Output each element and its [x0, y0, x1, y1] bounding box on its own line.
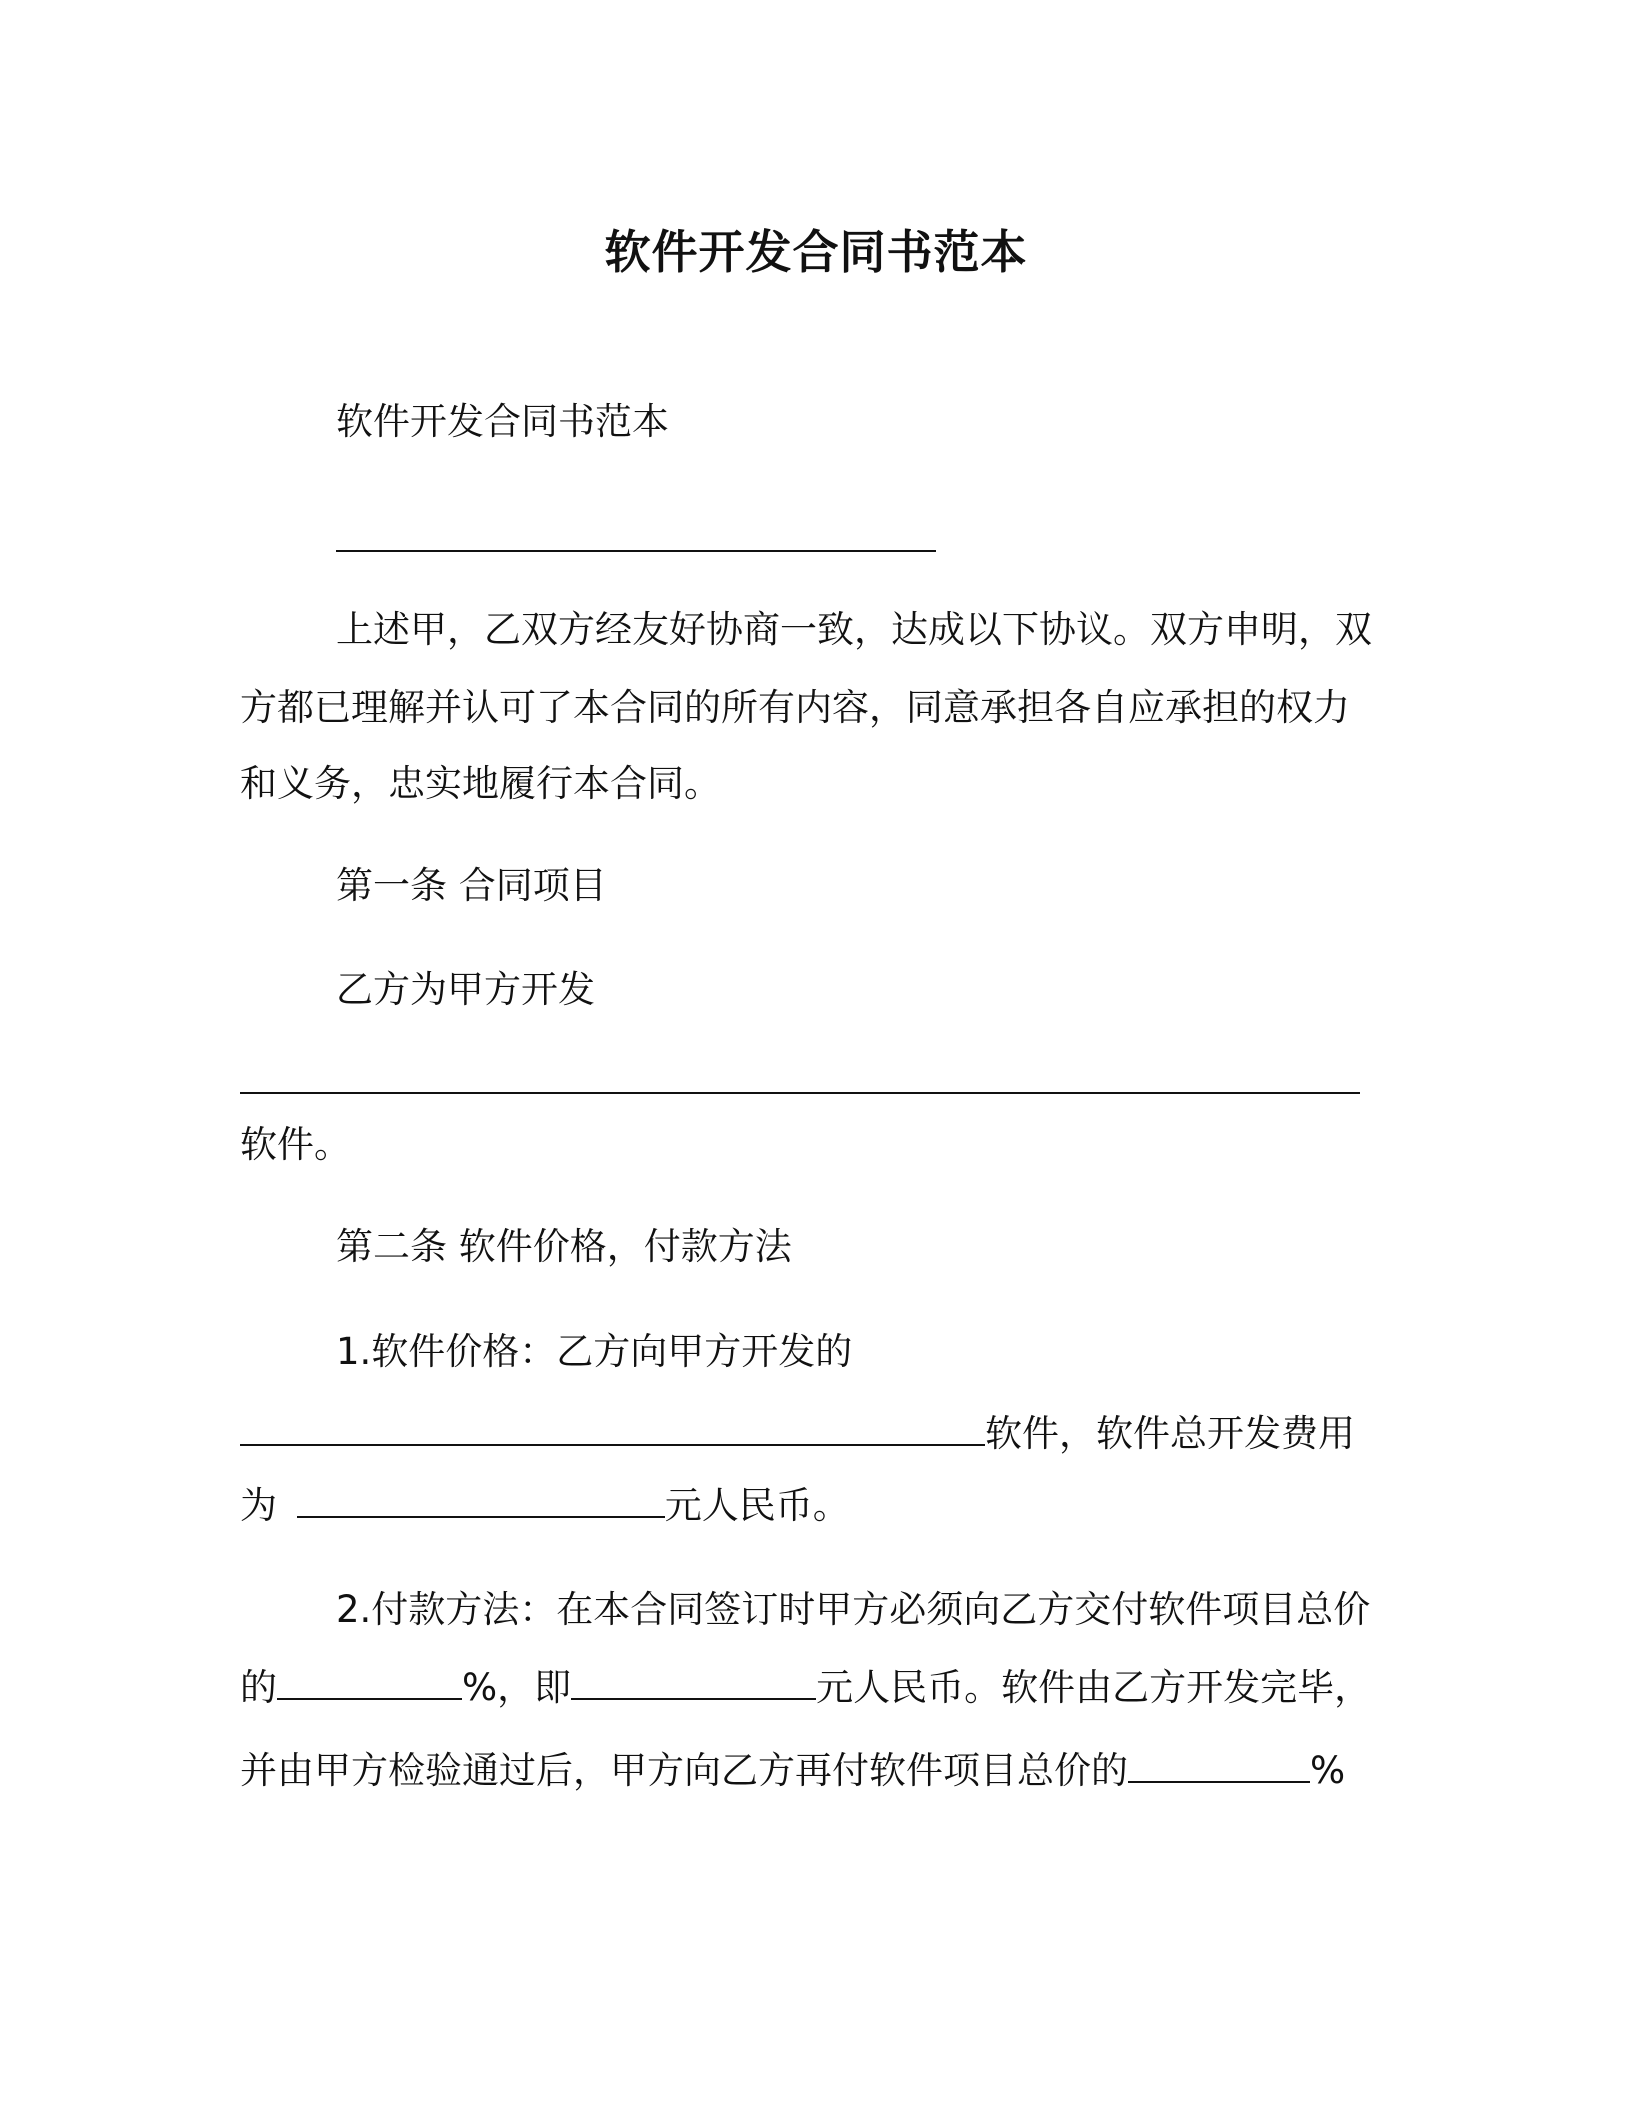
signature-blank-line	[336, 550, 936, 552]
preamble-line-3: 和义务，忠实地履行本合同。	[240, 762, 721, 805]
software-name-blank	[240, 1408, 985, 1446]
total-price-blank	[297, 1480, 665, 1518]
article-1-heading: 第一条 合同项目	[336, 864, 607, 907]
price-line-3	[240, 1480, 850, 1531]
payment-line-3-b: %	[1310, 1749, 1346, 1792]
payment-line-3	[240, 1745, 1345, 1796]
payment-line-2-a: 的	[240, 1666, 277, 1709]
payment-line-2-b: %，即	[462, 1666, 572, 1709]
price-line-2-text: 软件，软件总开发费用	[985, 1412, 1355, 1455]
article-2-heading: 第二条 软件价格，付款方法	[336, 1225, 792, 1268]
price-line-3-head: 为	[240, 1484, 277, 1527]
payment-line-1: 2.付款方法：在本合同签订时甲方必须向乙方交付软件项目总价	[336, 1588, 1371, 1631]
first-amount-blank	[571, 1662, 816, 1700]
preamble-line-2: 方都已理解并认可了本合同的所有内容，同意承担各自应承担的权力	[240, 686, 1350, 729]
article-1-tail: 软件。	[240, 1123, 351, 1166]
first-percent-blank	[277, 1662, 462, 1700]
price-line-2	[240, 1408, 1355, 1459]
payment-line-3-a: 并由甲方检验通过后，甲方向乙方再付软件项目总价的	[240, 1749, 1128, 1792]
article-1-text: 乙方为甲方开发	[336, 968, 595, 1011]
second-percent-blank	[1128, 1745, 1310, 1783]
payment-line-2	[240, 1662, 1371, 1713]
project-name-blank	[240, 1092, 1360, 1094]
preamble-line-1: 上述甲，乙双方经友好协商一致，达成以下协议。双方申明，双	[336, 608, 1372, 651]
document-subtitle: 软件开发合同书范本	[336, 400, 669, 443]
payment-line-2-c: 元人民币。软件由乙方开发完毕，	[816, 1666, 1372, 1709]
document-title: 软件开发合同书范本	[604, 225, 1028, 279]
price-line-1: 1.软件价格：乙方向甲方开发的	[336, 1330, 853, 1373]
price-line-3-tail: 元人民币。	[664, 1484, 850, 1527]
